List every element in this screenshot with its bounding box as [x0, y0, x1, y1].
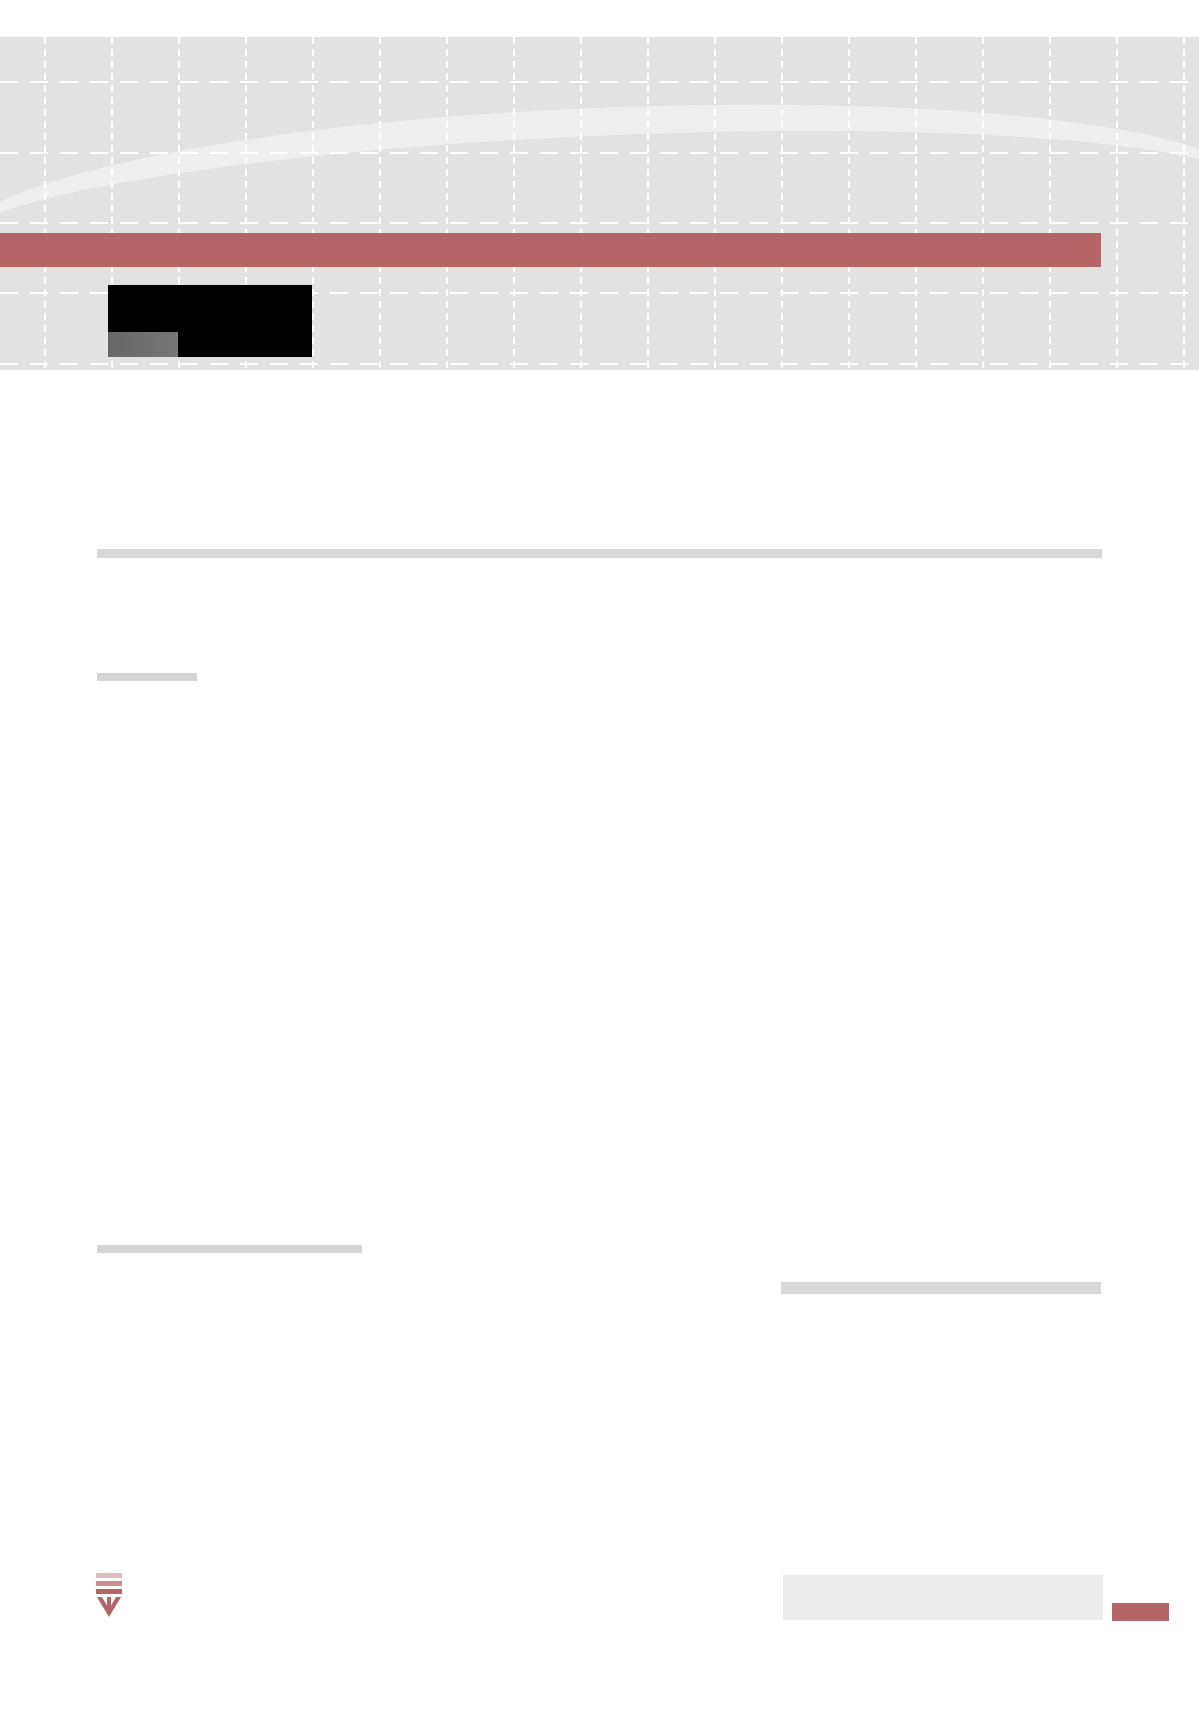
body-column-1 — [110, 1299, 427, 1303]
section-bar — [781, 1282, 1101, 1294]
grid-line — [0, 222, 1199, 224]
download-icon — [96, 1573, 122, 1623]
page-number — [1112, 1603, 1169, 1621]
bibliography-note — [783, 1575, 1103, 1620]
canope-editions-logo — [108, 285, 312, 357]
title-underline — [97, 549, 1102, 558]
grid-line — [0, 363, 1199, 365]
canope-wordmark — [108, 285, 312, 332]
intro-marker — [97, 673, 197, 681]
grid-line — [0, 81, 1199, 83]
intro-marker — [97, 1245, 362, 1253]
logo-grey-block — [108, 332, 178, 357]
tagline-bar — [0, 233, 1101, 267]
editions-wordmark — [108, 332, 312, 357]
grid-line — [0, 152, 1199, 154]
